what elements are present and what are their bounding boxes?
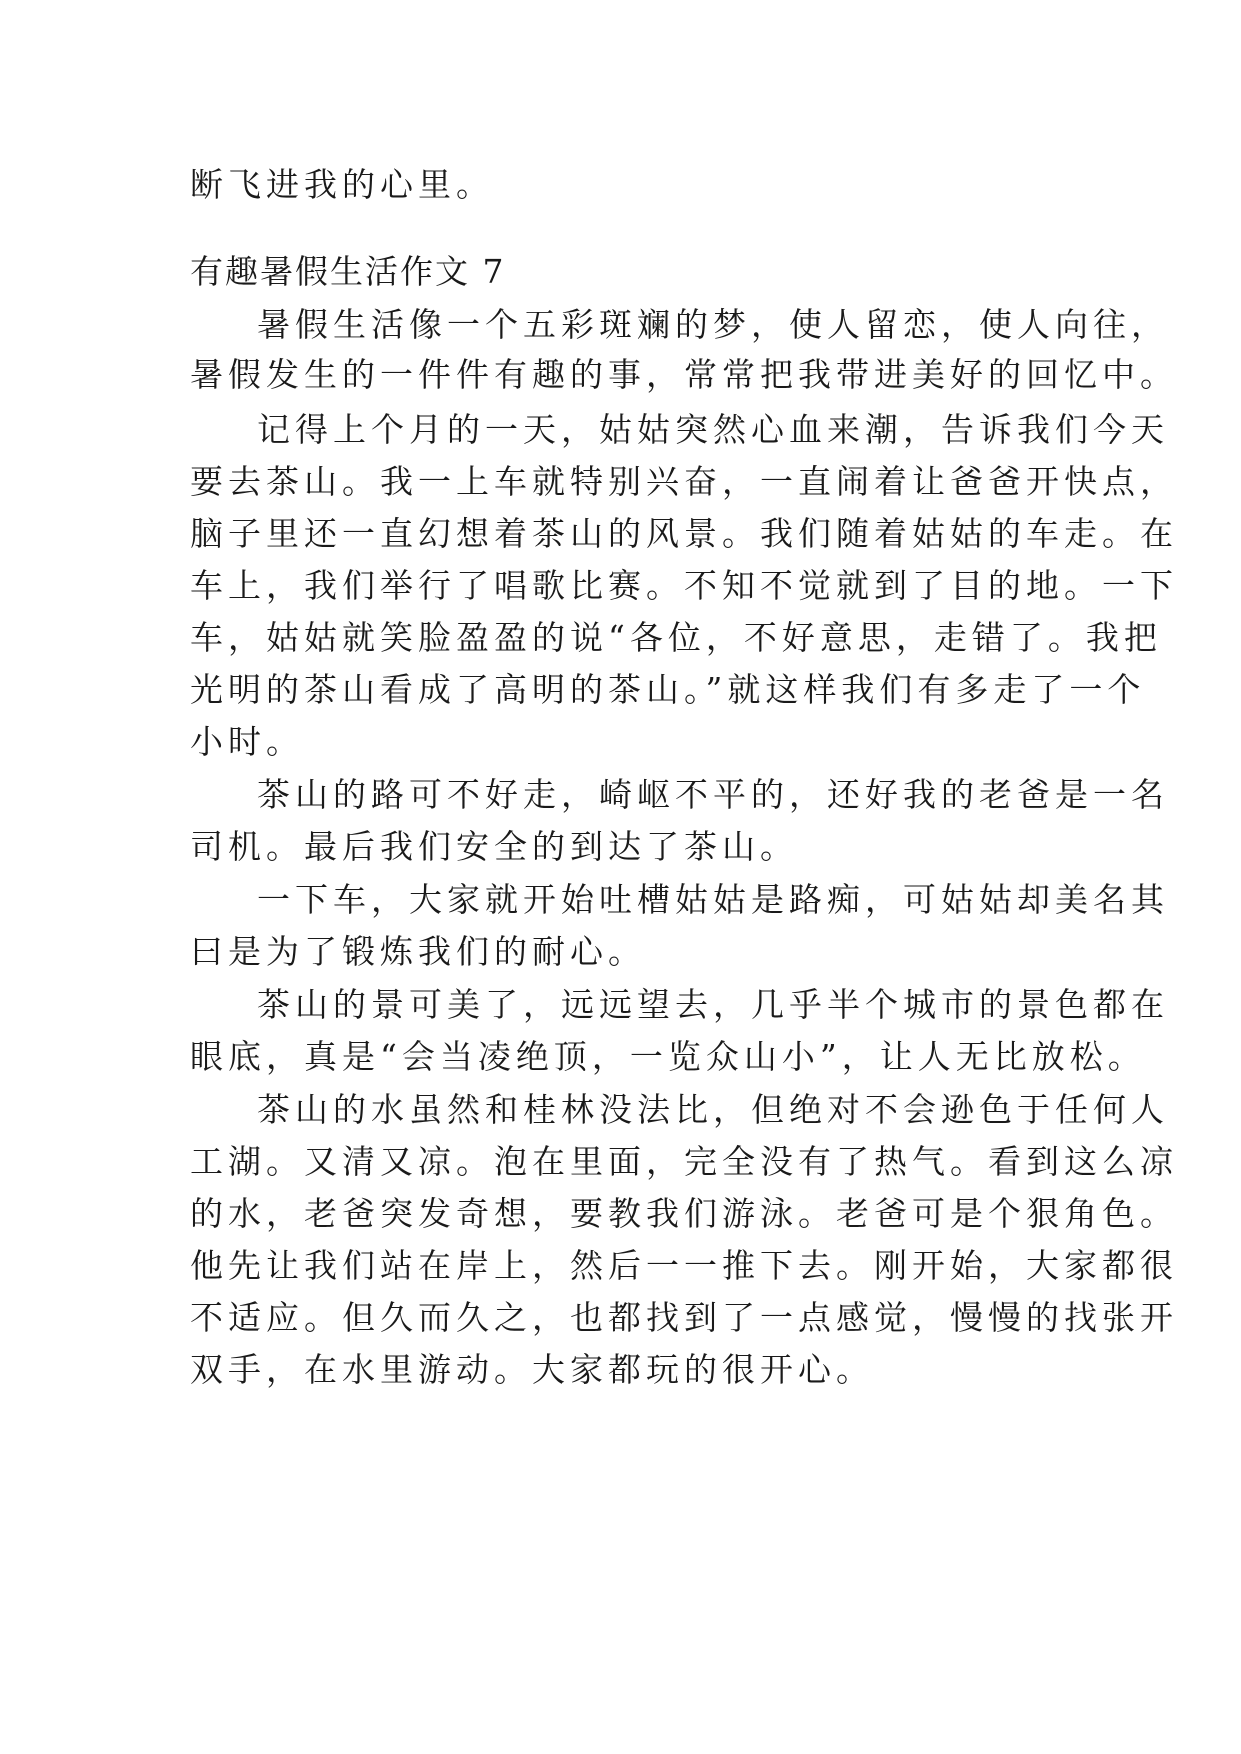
text-line-13: 司机。最后我们安全的到达了茶山。 (190, 827, 798, 866)
text-line-22: 不适应。但久而久之，也都找到了一点感觉，慢慢的找张开 (190, 1298, 1178, 1337)
text-line-23: 双手，在水里游动。大家都玩的很开心。 (190, 1350, 874, 1389)
text-line-7: 脑子里还一直幻想着茶山的风景。我们随着姑姑的车走。在 (190, 514, 1178, 553)
text-line-11: 小时。 (190, 722, 304, 761)
text-line-19: 工湖。又清又凉。泡在里面，完全没有了热气。看到这么凉 (190, 1142, 1178, 1181)
text-line-15: 曰是为了锻炼我们的耐心。 (190, 932, 646, 971)
text-line-18: 茶山的水虽然和桂林没法比，但绝对不会逊色于任何人 (257, 1090, 1169, 1129)
text-line-16: 茶山的景可美了，远远望去，几乎半个城市的景色都在 (257, 985, 1169, 1024)
text-line-5: 记得上个月的一天，姑姑突然心血来潮，告诉我们今天 (257, 410, 1169, 449)
text-line-8: 车上，我们举行了唱歌比赛。不知不觉就到了目的地。一下 (190, 566, 1178, 605)
text-line-10: 光明的茶山看成了高明的茶山。”就这样我们有多走了一个 (190, 670, 1146, 709)
essay-title: 有趣暑假生活作文 7 (190, 252, 506, 291)
text-line-4: 暑假发生的一件件有趣的事，常常把我带进美好的回忆中。 (190, 355, 1178, 394)
text-line-12: 茶山的路可不好走，崎岖不平的，还好我的老爸是一名 (257, 775, 1169, 814)
text-line-6: 要去茶山。我一上车就特别兴奋，一直闹着让爸爸开快点， (190, 462, 1178, 501)
text-line-20: 的水，老爸突发奇想，要教我们游泳。老爸可是个狠角色。 (190, 1194, 1178, 1233)
text-line-9: 车，姑姑就笑脸盈盈的说“各位，不好意思，走错了。我把 (190, 618, 1162, 657)
text-line-14: 一下车，大家就开始吐槽姑姑是路痴，可姑姑却美名其 (257, 880, 1169, 919)
text-line-3: 暑假生活像一个五彩斑斓的梦，使人留恋，使人向往， (257, 305, 1169, 344)
text-line-17: 眼底，真是“会当凌绝顶，一览众山小”，让人无比放松。 (190, 1037, 1146, 1076)
text-line-21: 他先让我们站在岸上，然后一一推下去。刚开始，大家都很 (190, 1246, 1178, 1285)
text-line-1: 断飞进我的心里。 (190, 165, 494, 204)
